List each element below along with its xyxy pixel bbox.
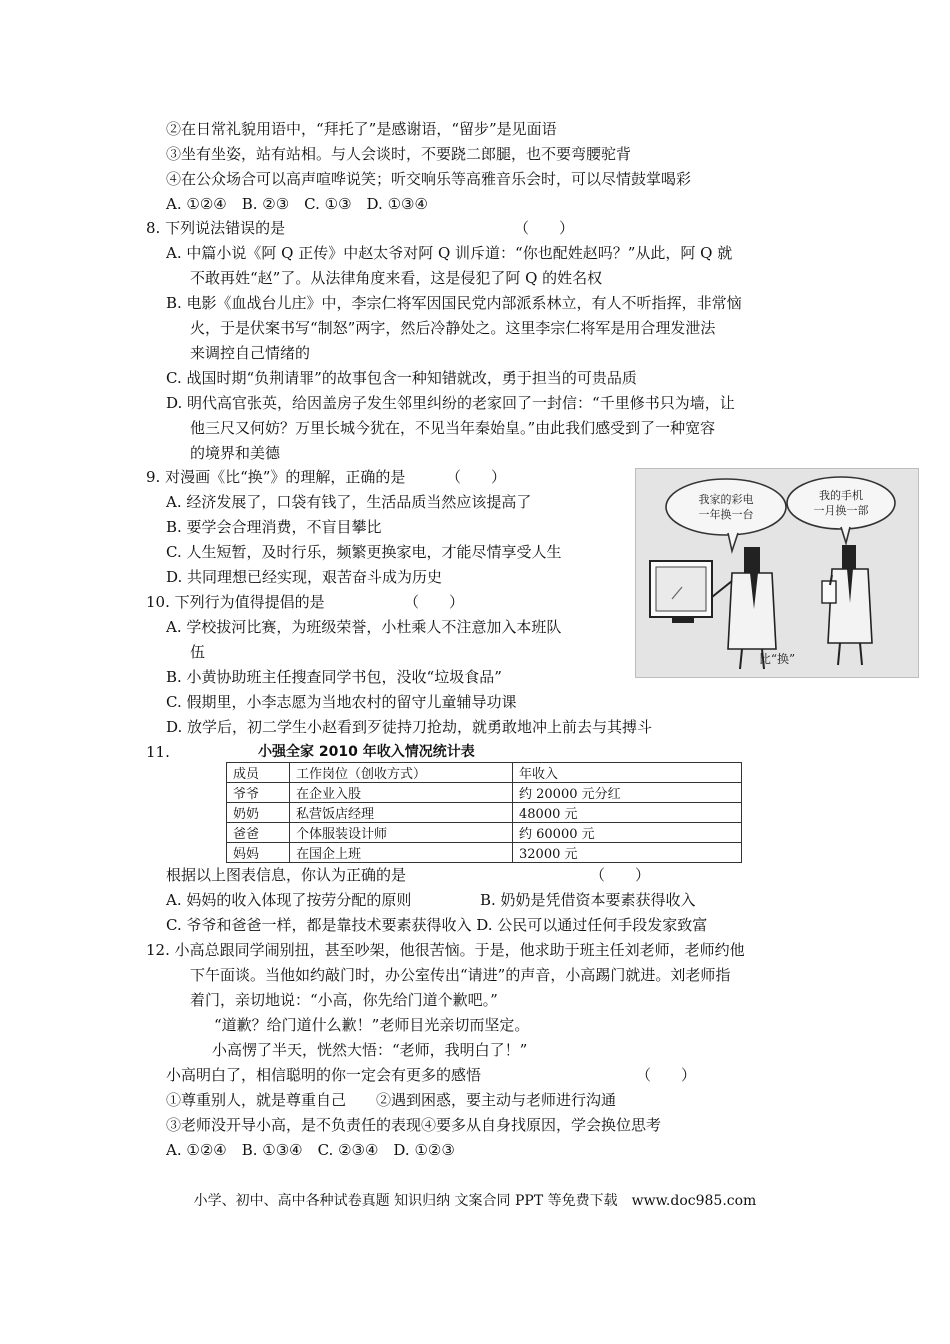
bubble-left-line1: 我家的彩电 xyxy=(698,493,754,506)
q8-option-a-line1: A. 中篇小说《阿 Q 正传》中赵太爷对阿 Q 训斥道：“你也配姓赵吗？”从此，阿 Q 就 xyxy=(166,244,733,262)
q8-option-d-line1: D. 明代高官张英，给因盖房子发生邻里纠纷的老家回了一封信：“千里修书只为墙，让 xyxy=(166,394,735,412)
table-cell: 个体服装设计师 xyxy=(290,823,513,843)
table-cell: 约 60000 元 xyxy=(513,823,742,843)
q8-stem: 8. 下列说法错误的是 xyxy=(146,219,286,237)
q8-answer-paren: （ ） xyxy=(514,219,575,237)
q8-option-d-line3: 的境界和美德 xyxy=(190,444,281,462)
table-cell: 约 20000 元分红 xyxy=(513,783,742,803)
q10-option-d: D. 放学后，初二学生小赵看到歹徒持刀抢劫，就勇敢地冲上前去与其搏斗 xyxy=(166,718,653,736)
table-cell: 在企业入股 xyxy=(290,783,513,803)
header-job: 工作岗位（创收方式） xyxy=(290,763,513,783)
table-cell: 爷爷 xyxy=(227,783,290,803)
q11-table-title: 小强全家 2010 年收入情况统计表 xyxy=(258,744,475,760)
q9-option-d: D. 共同理想已经实现，艰苦奋斗成为历史 xyxy=(166,568,443,586)
cartoon-bi-huan xyxy=(635,468,919,678)
q12-options-1: ①尊重别人，就是尊重自己 ②遇到困惑，要主动与老师进行沟通 xyxy=(166,1091,617,1109)
q9-option-a: A. 经济发展了，口袋有钱了，生活品质当然应该提高了 xyxy=(166,493,532,511)
q7-option-4: ④在公众场合可以高声喧哗说笑；听交响乐等高雅音乐会时，可以尽情鼓掌喝彩 xyxy=(166,170,692,188)
table-cell: 48000 元 xyxy=(513,803,742,823)
q8-option-b-line1: B. 电影《血战台儿庄》中，李宗仁将军因国民党内部派系林立，有人不听指挥，非常恼 xyxy=(166,294,742,312)
q8-option-a-line2: 不敢再姓“赵”了。从法律角度来看，这是侵犯了阿 Q 的姓名权 xyxy=(190,269,603,287)
table-cell: 爸爸 xyxy=(227,823,290,843)
q10-stem: 10. 下列行为值得提倡的是 xyxy=(146,593,325,611)
q8-option-c: C. 战国时期“负荆请罪”的故事包含一种知错就改，勇于担当的可贵品质 xyxy=(166,369,637,387)
table-row xyxy=(227,803,742,823)
q7-choices: A. ①②④ B. ②③ C. ①③ D. ①③④ xyxy=(166,195,428,213)
cartoon-caption: 比“换” xyxy=(758,652,796,666)
table-cell: 奶奶 xyxy=(227,803,290,823)
bubble-right-line1: 我的手机 xyxy=(819,489,863,502)
q11-option-a: A. 妈妈的收入体现了按劳分配的原则 xyxy=(166,891,412,909)
q10-option-a-line2: 伍 xyxy=(190,643,206,661)
q8-option-b-line3: 来调控自己情绪的 xyxy=(190,344,311,362)
q8-option-d-line2: 他三尺又何妨？万里长城今犹在，不见当年秦始皇。”由此我们感受到了一种宽容 xyxy=(190,419,716,437)
header-income: 年收入 xyxy=(513,763,742,783)
q12-stem-line2: 下午面谈。当他如约敲门时，办公室传出“请进”的声音，小高踢门就进。刘老师指 xyxy=(190,966,731,984)
q12-quote1: “道歉？给门道什么歉！”老师目光亲切而坚定。 xyxy=(214,1016,530,1034)
q11-option-b: B. 奶奶是凭借资本要素获得收入 xyxy=(480,891,696,909)
q7-option-3: ③坐有坐姿，站有站相。与人会谈时，不要跷二郎腿，也不要弯腰驼背 xyxy=(166,145,632,163)
table-row xyxy=(227,823,742,843)
page-footer: 小学、初中、高中各种试卷真题 知识归纳 文案合同 PPT 等免费下载 www.doc985.com xyxy=(193,1193,757,1209)
table-row xyxy=(227,843,742,863)
q10-option-a-line1: A. 学校拔河比赛，为班级荣誉，小杜乘人不注意加入本班队 xyxy=(166,618,562,636)
table-cell: 在国企上班 xyxy=(290,843,513,863)
q9-stem: 9. 对漫画《比“换”》的理解，正确的是 xyxy=(146,468,406,486)
q12-stem-line3: 着门，亲切地说：“小高，你先给门道个歉吧。” xyxy=(190,991,498,1009)
q11-answer-paren: （ ） xyxy=(590,866,651,884)
q12-choices: A. ①②④ B. ①③④ C. ②③④ D. ①②③ xyxy=(166,1141,455,1159)
q12-stem-line1: 12. 小高总跟同学闹别扭，甚至吵架，他很苦恼。于是，他求助于班主任刘老师，老师约他 xyxy=(146,941,745,959)
q12-options-2: ③老师没开导小高，是不负责任的表现④要多从自身找原因，学会换位思考 xyxy=(166,1116,662,1134)
q10-option-b: B. 小黄协助班主任搜查同学书包，没收“垃圾食品” xyxy=(166,668,502,686)
q12-quote2: 小高愣了半天，恍然大悟：“老师，我明白了！” xyxy=(212,1041,528,1059)
income-table xyxy=(226,762,742,863)
table-cell: 私营饭店经理 xyxy=(290,803,513,823)
table-header-row xyxy=(227,763,742,783)
q11-number: 11. xyxy=(146,743,170,761)
table-cell: 32000 元 xyxy=(513,843,742,863)
q12-prompt: 小高明白了，相信聪明的你一定会有更多的感悟 xyxy=(166,1066,482,1084)
q9-answer-paren: （ ） xyxy=(446,468,507,486)
q8-option-b-line2: 火，于是伏案书写“制怒”两字，然后冷静处之。这里李宗仁将军是用合理发泄法 xyxy=(190,319,716,337)
q10-option-c: C. 假期里，小李志愿为当地农村的留守儿童辅导功课 xyxy=(166,693,517,711)
q9-option-c: C. 人生短暂，及时行乐，频繁更换家电，才能尽情享受人生 xyxy=(166,543,562,561)
table-cell: 妈妈 xyxy=(227,843,290,863)
q12-answer-paren: （ ） xyxy=(636,1066,697,1084)
q11-stem: 根据以上图表信息，你认为正确的是 xyxy=(166,866,407,884)
q11-option-cd: C. 爷爷和爸爸一样，都是靠技术要素获得收入 D. 公民可以通过任何手段发家致富 xyxy=(166,916,708,934)
table-row xyxy=(227,783,742,803)
header-member: 成员 xyxy=(227,763,290,783)
q9-option-b: B. 要学会合理消费，不盲目攀比 xyxy=(166,518,382,536)
bubble-left-line2: 一年换一台 xyxy=(698,508,754,521)
bubble-right-line2: 一月换一部 xyxy=(813,504,869,517)
q10-answer-paren: （ ） xyxy=(404,593,465,611)
q7-option-2: ②在日常礼貌用语中，“拜托了”是感谢语，“留步”是见面语 xyxy=(166,120,557,138)
